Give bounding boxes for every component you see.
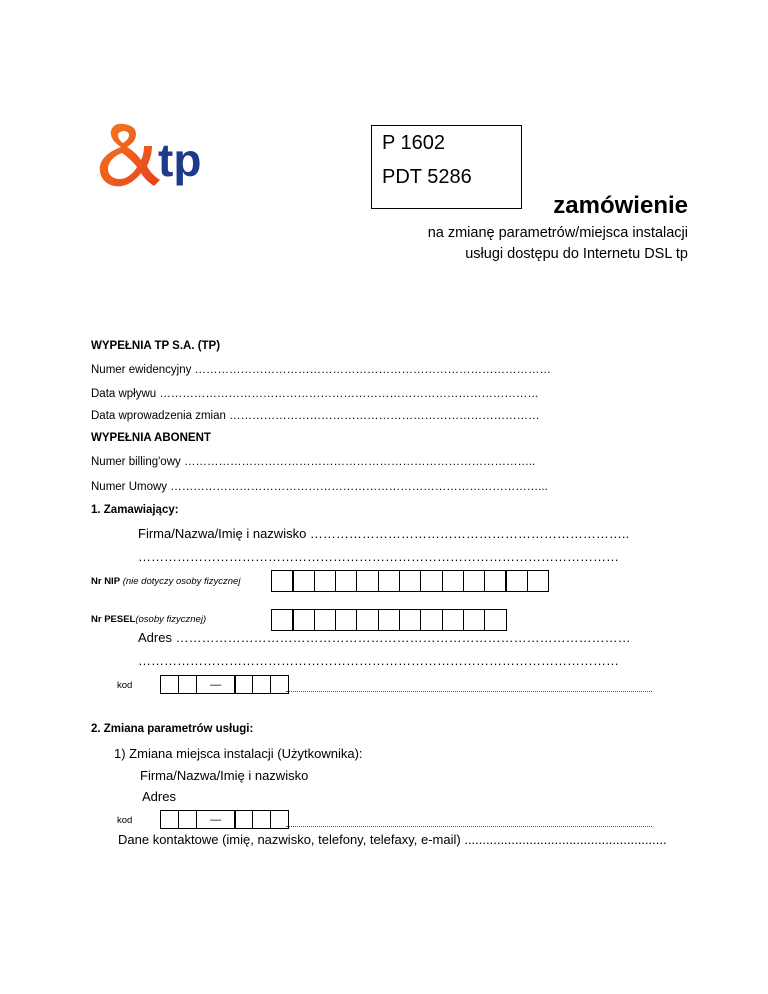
tp-logo	[94, 120, 219, 192]
kod-dash-2: —	[196, 810, 236, 829]
kod-label-2: kod	[117, 815, 133, 826]
form-subtitle-1: na zmianę parametrów/miejsca instalacji	[427, 225, 688, 241]
pesel-note: (osoby fizycznej)	[135, 614, 207, 625]
miejscowosc-line[interactable]	[286, 691, 652, 692]
kod-pocztowy-input[interactable]	[160, 675, 288, 694]
adres-field[interactable]: Adres ……………………………………………………………………………………………	[138, 630, 631, 645]
kod-dash: —	[196, 675, 236, 694]
form-code-2: PDT 5286	[382, 166, 472, 188]
form-title: zamówienie	[553, 192, 688, 219]
pesel-label: Nr PESEL	[91, 614, 136, 625]
zamawiajacy-firma-field[interactable]: Firma/Nazwa/Imię i nazwisko ………………………………………………………………..	[138, 526, 630, 541]
section-2-heading: 2. Zmiana parametrów usługi:	[91, 723, 254, 735]
nip-note: (nie dotyczy osoby fizycznej	[122, 576, 241, 587]
nip-label-row	[91, 576, 240, 587]
zamawiajacy-firma-line2[interactable]: …………………………………………………………………………………………………	[138, 549, 619, 564]
svg-text:tp: tp	[158, 134, 202, 186]
pesel-input[interactable]	[271, 609, 505, 631]
nip-input[interactable]	[271, 570, 548, 592]
uzytkownik-firma-label: Firma/Nazwa/Imię i nazwisko	[140, 768, 309, 783]
section-1-heading: 1. Zamawiający:	[91, 504, 179, 516]
numer-billingowy-field[interactable]: Numer billing'owy ………………………………………………………………………………..	[91, 456, 536, 468]
pesel-label-row	[91, 614, 206, 625]
kod-pocztowy-input-2[interactable]	[160, 810, 288, 829]
nip-label: Nr NIP	[91, 576, 121, 587]
section-abonent-heading: WYPEŁNIA ABONENT	[91, 432, 211, 444]
numer-ewidencyjny-field[interactable]: Numer ewidencyjny …………………………………………………………………………………	[91, 364, 552, 376]
form-subtitle-2: usługi dostępu do Internetu DSL tp	[465, 246, 688, 262]
ampersand-logo-icon	[94, 120, 219, 192]
form-code-1: P 1602	[382, 132, 446, 154]
zmiana-miejsca-item: 1) Zmiana miejsca instalacji (Użytkownika):	[114, 746, 363, 761]
kod-label: kod	[117, 680, 133, 691]
data-wprowadzenia-field[interactable]: Data wprowadzenia zmian ………………………………………………………………………	[91, 410, 540, 422]
form-code-box	[371, 125, 522, 209]
miejscowosc-line-2[interactable]	[286, 826, 652, 827]
numer-umowy-field[interactable]: Numer Umowy ……………………………………………………………………………………...	[91, 481, 548, 493]
adres-line2[interactable]: …………………………………………………………………………………………………	[138, 653, 619, 668]
section-tp-heading: WYPEŁNIA TP S.A. (TP)	[91, 340, 221, 352]
data-wplywu-field[interactable]: Data wpływu ………………………………………………………………………………………	[91, 388, 539, 400]
dane-kontaktowe-field[interactable]: Dane kontaktowe (imię, nazwisko, telefony, telefaxy, e-mail) ........................................................	[118, 832, 667, 847]
uzytkownik-adres-label: Adres	[142, 789, 176, 804]
